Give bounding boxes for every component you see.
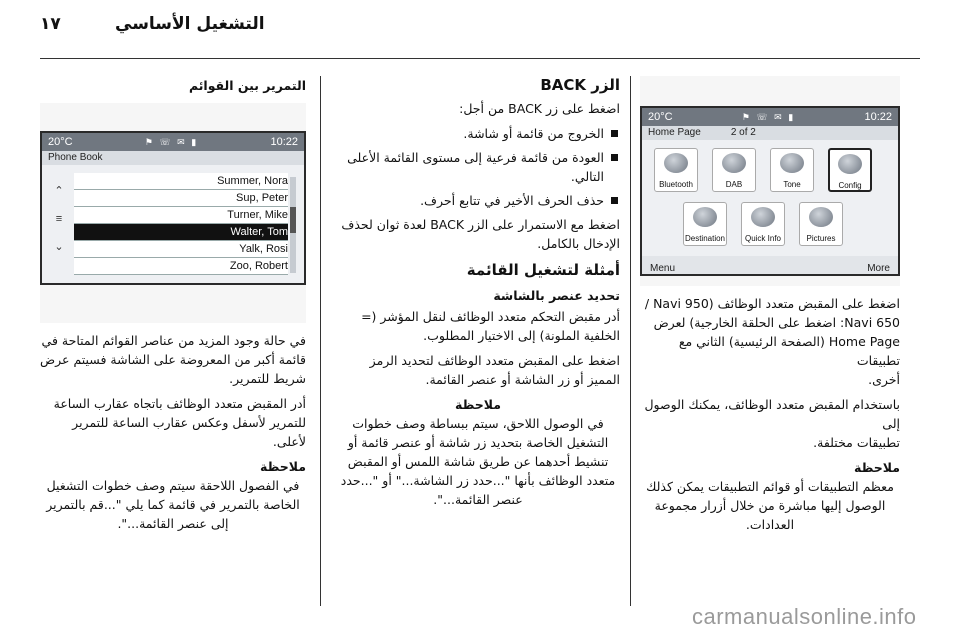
note-heading: ملاحظة [260, 459, 306, 474]
note-text: في الوصول اللاحق، سيتم ببساطة وصف خطوات التشغيل الخاصة بتحديد زر شاشة أو عنصر قائمة أو تنشيط أحدهما عن طريق شاشة اللمس أو المقبض متعدد الوظائف بأنها "...حدد زر الشاشة..." أو "...حدد عنصر القائمة...". [340, 416, 616, 507]
screen-subtitle: Phone Book [42, 151, 304, 165]
page-number: ١٧ [40, 14, 61, 34]
list-item[interactable]: Zoo, Robert [74, 258, 288, 275]
paragraph-line: تطبيقات مختلفة. [813, 435, 900, 450]
clock-readout: 10:22 [270, 136, 298, 148]
pictures-tile[interactable]: Pictures [799, 202, 843, 246]
page-title: التشغيل الأساسي [115, 14, 265, 34]
status-bar [642, 108, 898, 126]
left-column [40, 76, 306, 539]
dab-tile[interactable]: DAB [712, 148, 756, 192]
paragraph-line: Home Page (الصفحة الرئيسية) الثاني مع تطبيقات [678, 334, 900, 368]
list-item[interactable]: Sup, Peter [74, 190, 288, 207]
note-text: في الفصول اللاحقة سيتم وصف خطوات التشغيل الخاصة بالتمرير في قائمة كما يلي "...قم بالتمرير إلى عنصر القائمة...". [46, 478, 300, 531]
list-scrollbar[interactable] [290, 177, 296, 273]
phonebook-side-controls [50, 177, 68, 261]
right-column [640, 76, 900, 540]
list-item[interactable]: Summer, Nora [74, 173, 288, 190]
bluetooth-icon [664, 153, 688, 173]
more-button[interactable]: More [867, 263, 890, 274]
list-item[interactable]: Turner, Mike [74, 207, 288, 224]
bullet-list [336, 124, 620, 210]
config-icon [838, 154, 862, 174]
home-screen-frame [640, 76, 900, 286]
dab-icon [722, 153, 746, 173]
phonebook-list [74, 173, 288, 275]
pictures-icon [809, 207, 833, 227]
clock-readout: 10:22 [864, 111, 892, 123]
note-text: معظم التطبيقات أو قوائم التطبيقات يمكن كذلك الوصول إليها مباشرة من خلال أزرار مجموعة العدادات. [646, 479, 894, 532]
config-tile[interactable]: Config [828, 148, 872, 192]
status-bar [42, 133, 304, 151]
screen-bottom-bar [642, 256, 898, 274]
chevron-down-icon[interactable]: ⌄ [54, 241, 64, 253]
bluetooth-tile[interactable]: Bluetooth [654, 148, 698, 192]
paragraph: أدر مقبض التحكم متعدد الوظائف لنقل المؤشر (= الخلفية الملونة) إلى الاختيار المطلوب. [361, 309, 620, 343]
paragraph: أدر المقبض متعدد الوظائف باتجاه عقارب الساعة للتمرير لأسفل وعكس عقارب الساعة للتمرير لأعلى. [53, 396, 306, 449]
middle-column [336, 76, 620, 515]
tone-tile[interactable]: Tone [770, 148, 814, 192]
paragraph: اضغط على زر BACK من أجل: [459, 101, 620, 116]
status-icons: ⚑ ☏ ✉ ▮ [741, 112, 796, 122]
paragraph-line: باستخدام المقبض متعدد الوظائف، يمكنك الوصول إلى [644, 397, 900, 431]
paragraph: اضغط مع الاستمرار على الزر BACK لعدة ثوان لحذف الإدخال بالكامل. [341, 217, 620, 251]
paragraph-line: أخرى. [868, 372, 900, 387]
column-divider-right [630, 76, 631, 606]
phonebook-screen-frame [40, 103, 306, 323]
tone-icon [780, 153, 804, 173]
paragraph-line: اضغط على المقبض متعدد الوظائف (Navi 950 / [644, 296, 900, 311]
section-heading: الزر BACK [540, 76, 620, 94]
chevron-up-icon[interactable]: ⌃ [54, 185, 64, 197]
list-item[interactable]: Yalk, Rosi [74, 241, 288, 258]
paragraph: في حالة وجود المزيد من عناصر القوائم المتاحة في قائمة أكبر من المعروضة على الشاشة فسيتم عرض شريط للتمرير. [40, 333, 306, 386]
sub-subheading: تحديد عنصر بالشاشة [493, 288, 620, 303]
paragraph: اضغط على المقبض متعدد الوظائف لتحديد الرمز المميز أو زر الشاشة أو عنصر القائمة. [369, 353, 620, 387]
page-indicator: 2 of 2 [730, 127, 756, 138]
quick-info-tile[interactable]: Quick Info [741, 202, 785, 246]
menu-icon[interactable]: ≡ [55, 213, 63, 225]
bullet-item: حذف الحرف الأخير في تتابع أحرف. [336, 191, 620, 210]
bullet-item: الخروج من قائمة أو شاشة. [336, 124, 620, 143]
note-heading: ملاحظة [854, 460, 900, 475]
screen-subtitle: Home Page 2 of 2 [642, 126, 898, 140]
destination-tile[interactable]: Destination [683, 202, 727, 246]
watermark: carmanualsonline.info [692, 604, 917, 629]
menu-button[interactable]: Menu [650, 263, 676, 274]
phonebook-screen [40, 131, 306, 285]
page-header [0, 0, 960, 62]
bullet-item: العودة من قائمة فرعية إلى مستوى القائمة الأعلى التالي. [336, 148, 620, 186]
status-icons: ⚑ ☏ ✉ ▮ [144, 137, 199, 147]
paragraph-line: Navi 650: اضغط على الحلقة الخارجية) لعرض [653, 315, 900, 330]
temperature-readout: 20°C [48, 136, 73, 148]
section-heading: التمرير بين القوائم [188, 78, 306, 93]
home-screen [640, 106, 900, 276]
destination-icon [693, 207, 717, 227]
section-subheading: أمثلة لتشغيل القائمة [466, 261, 620, 279]
temperature-readout: 20°C [648, 111, 673, 123]
list-item-selected[interactable]: Walter, Tom [74, 224, 288, 241]
header-rule [40, 58, 920, 59]
quick-info-icon [751, 207, 775, 227]
scrollbar-thumb[interactable] [290, 207, 296, 233]
note-heading: ملاحظة [455, 397, 501, 412]
column-divider-left [320, 76, 321, 606]
